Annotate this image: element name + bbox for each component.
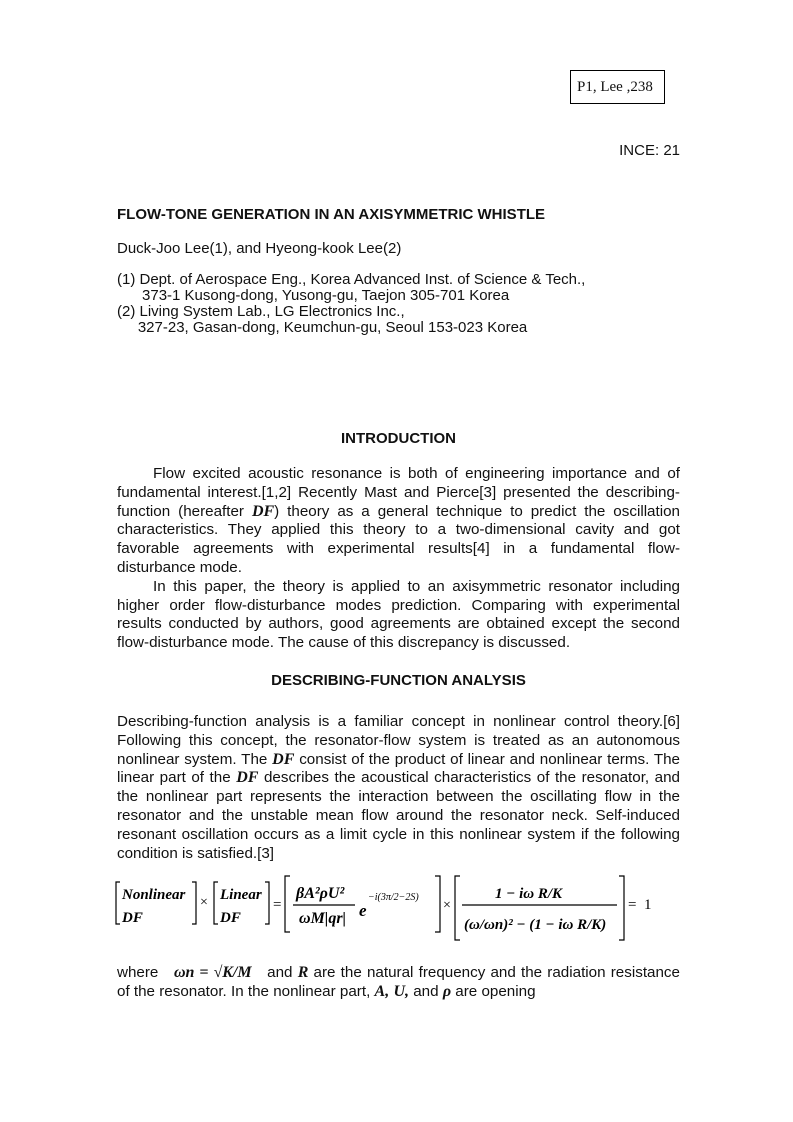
analysis-body [117,713,680,863]
exponent: −i(3π/2−2S) [368,892,419,903]
post-equation-text: where ωn = √K/M and R are the natural frequency and the radiation resistance of the resonator. In the nonlinear part, A, U, and ρ are opening [117,964,680,1000]
affiliation-line: 373-1 Kusong-dong, Yusong-gu, Taejon 305-701 Korea [117,287,510,304]
omega-definition: ωn = √K/M [173,964,252,981]
times-sign: × [443,898,451,913]
conference-label: INCE: 21 [619,142,680,159]
times-sign: × [200,895,208,910]
intro-body [117,465,680,653]
linear-label: Linear [220,887,262,903]
equals-sign: = [628,897,637,913]
one: 1 [644,897,652,913]
df-label: DF [122,910,143,926]
numerator-right: 1 − iω R/K [495,886,563,902]
intro-paragraph-1: Flow excited acoustic resonance is both of engineering importance and of fundamental interest.[1,2] Recently Mast and Pierce[3] presented the describing-function (hereafter DF) theory as a general technique to predict the oscillation characteristics. They applied this theory to a two-dimensional cavity and got favorable agreements with experimental results[4] in a fundamental flow-disturbance mode. [117,465,680,576]
intro-paragraph-2: In this paper, the theory is applied to an axisymmetric resonator including higher order flow-disturbance modes prediction. Comparing with experimental results conducted by authors, good agreements are obtained except the second flow-disturbance mode. The cause of this discrepancy is discussed. [117,577,680,652]
analysis-paragraph: Describing-function analysis is a familiar concept in nonlinear control theory.[6] Following this concept, the resonator-flow system is treated as an autonomous nonlinear system. The DF consist of the product of linear and nonlinear terms. The linear part of the DF describes the acoustical characteristics of the resonator, and the nonlinear part represents the interaction between the oscillating flow in the resonator and the unstable mean flow around the resonator neck. Self-induced resonant oscillation occurs as a limit cycle in this nonlinear system if the following condition is satisfied.[3] [117,713,680,862]
paper-title: FLOW-TONE GENERATION IN AN AXISYMMETRIC WHISTLE [117,206,546,223]
denominator-left: ωM|qr| [299,910,347,927]
exp-base: e [359,901,367,920]
authors: Duck-Joo Lee(1), and Hyeong-kook Lee(2) [117,240,402,257]
affiliation-line: (2) Living System Lab., LG Electronics Inc., [117,303,405,320]
numerator-left: βA²ρU² [296,885,345,902]
affiliation-line: (1) Dept. of Aerospace Eng., Korea Advanced Inst. of Science & Tech., [117,271,586,288]
df-label: DF [220,910,241,926]
affiliation-line: 327-23, Gasan-dong, Keumchun-gu, Seoul 153-023 Korea [117,319,528,336]
denominator-right: (ω/ωn)² − (1 − iω R/K) [464,917,607,933]
nonlinear-label: Nonlinear [122,887,186,903]
df-symbol: DF [251,502,275,520]
limit-cycle-equation [112,872,682,946]
paper-id-box: P1, Lee ,238 [570,70,665,104]
intro-heading: INTRODUCTION [341,430,456,447]
analysis-heading: DESCRIBING-FUNCTION ANALYSIS [271,672,526,689]
equals-sign: = [273,897,282,913]
affiliations [117,272,585,336]
